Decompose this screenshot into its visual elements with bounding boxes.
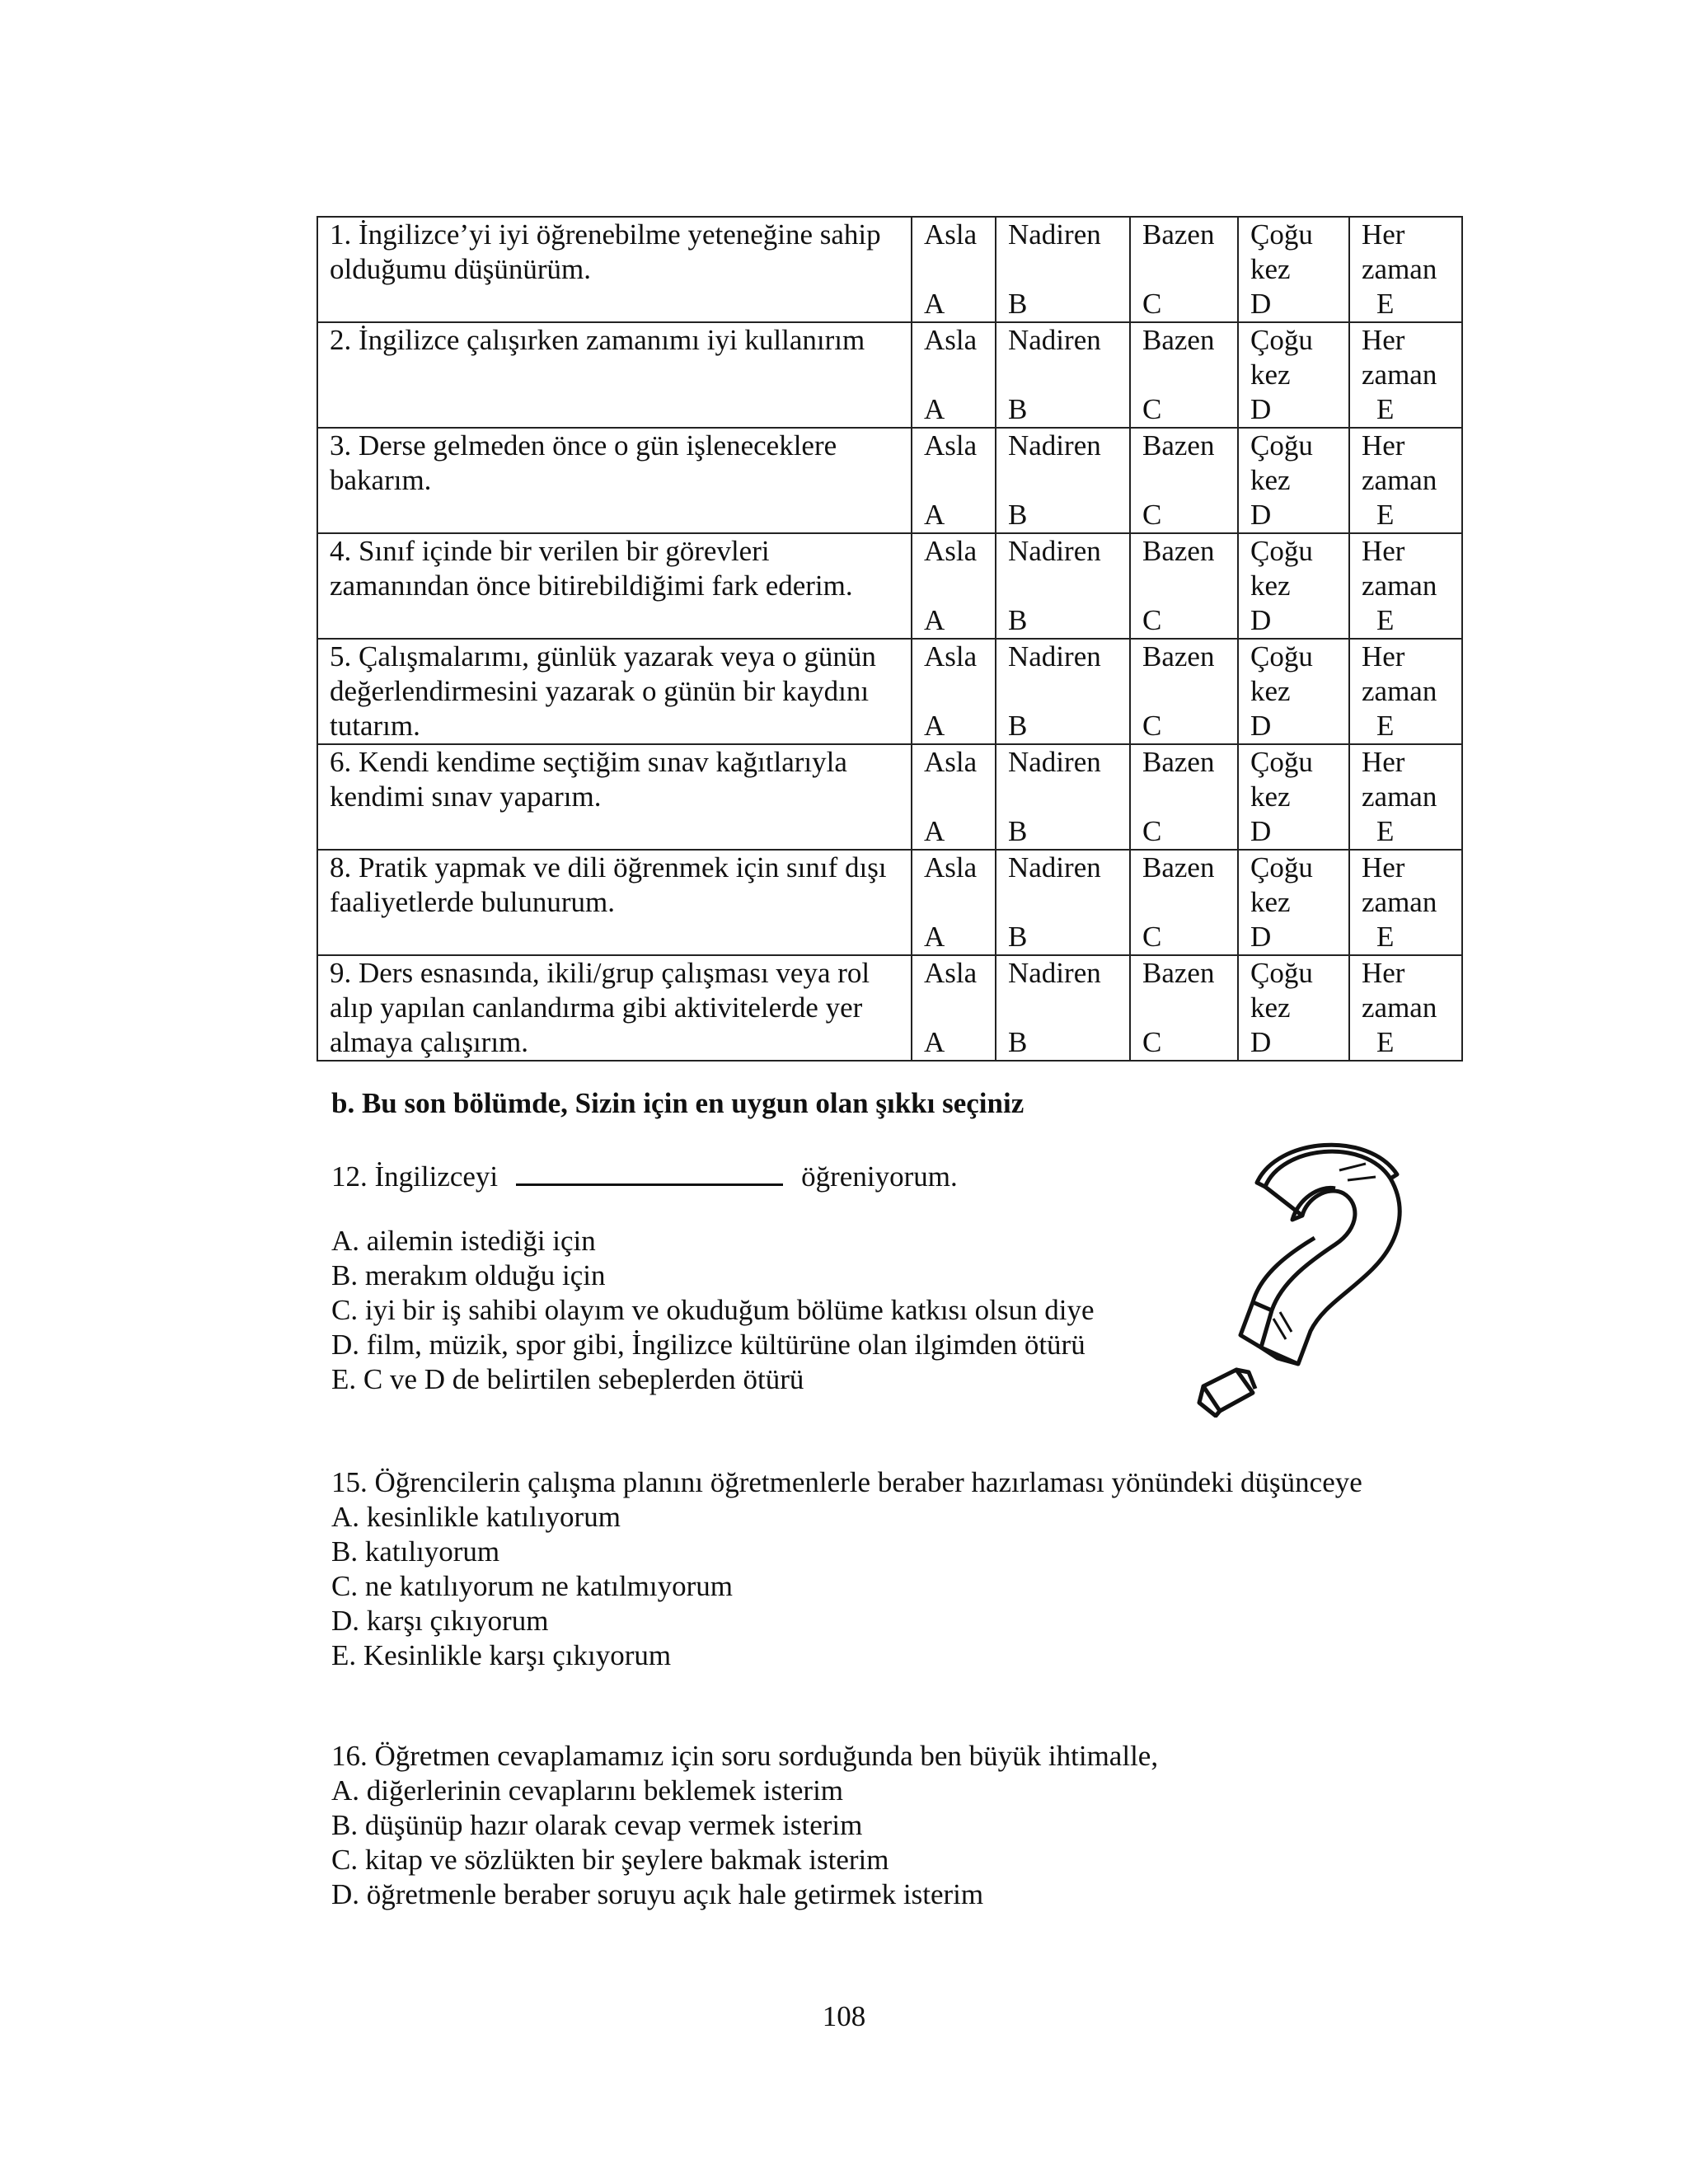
option-cell[interactable] [912, 533, 996, 639]
option-label: Nadiren [1008, 429, 1101, 462]
option-cell[interactable] [1130, 533, 1238, 639]
option-label: Nadiren [1008, 218, 1101, 251]
option-cell[interactable] [912, 217, 996, 322]
option-code: B [1008, 288, 1028, 320]
option-label: Bazen [1142, 324, 1215, 356]
option-code: E [1376, 710, 1395, 742]
option-label: Her zaman [1362, 324, 1437, 391]
option-label: Bazen [1142, 851, 1215, 883]
option-code: A [924, 921, 945, 953]
option-code: D [1250, 499, 1272, 531]
option-code: E [1376, 288, 1395, 320]
option-cell[interactable] [912, 322, 996, 428]
option-cell[interactable] [1349, 639, 1462, 744]
question-15 [331, 1465, 1362, 1673]
option-cell[interactable] [912, 850, 996, 955]
table-row [317, 533, 1462, 639]
option-cell[interactable] [1130, 322, 1238, 428]
question-text: 5. Çalışmalarımı, günlük yazarak veya o günün değerlendirmesini yazarak o günün bir kaydını tutarım. [330, 640, 876, 742]
option-code: B [1008, 815, 1028, 847]
option-label: Her zaman [1362, 429, 1437, 496]
option-label: Bazen [1142, 957, 1215, 989]
question-12-suffix: öğreniyorum. [801, 1160, 958, 1193]
option-cell[interactable] [1238, 850, 1349, 955]
question-cell [317, 850, 912, 955]
option-label: Her zaman [1362, 957, 1437, 1024]
option-cell[interactable] [1349, 850, 1462, 955]
option-code: C [1142, 921, 1162, 953]
option-code: C [1142, 1026, 1162, 1058]
option-label: Çoğu kez [1250, 535, 1313, 602]
question-cell [317, 744, 912, 850]
question-cell [317, 955, 912, 1061]
option-code: B [1008, 393, 1028, 425]
option-cell[interactable] [1349, 217, 1462, 322]
option-code: B [1008, 604, 1028, 636]
question-12-prefix: 12. İngilizceyi [331, 1160, 499, 1193]
option-code: D [1250, 815, 1272, 847]
option-code: D [1250, 921, 1272, 953]
table-row [317, 850, 1462, 955]
option-code: E [1376, 815, 1395, 847]
option-label: Her zaman [1362, 746, 1437, 813]
option-cell[interactable] [1238, 217, 1349, 322]
question-text: 4. Sınıf içinde bir verilen bir görevleri zamanından önce bitirebildiğimi fark ederim. [330, 535, 853, 602]
option-label: Asla [924, 324, 978, 356]
option-label: Bazen [1142, 429, 1215, 462]
question-16 [331, 1739, 1158, 1912]
option-cell[interactable] [1130, 217, 1238, 322]
table-row [317, 744, 1462, 850]
option-b[interactable]: B. düşünüp hazır olarak cevap vermek isterim [331, 1809, 863, 1841]
option-d[interactable]: D. öğretmenle beraber soruyu açık hale getirmek isterim [331, 1878, 984, 1910]
option-code: B [1008, 710, 1028, 742]
option-label: Çoğu kez [1250, 324, 1313, 391]
question-cell [317, 533, 912, 639]
option-code: D [1250, 710, 1272, 742]
option-cell[interactable] [996, 850, 1130, 955]
option-label: Her zaman [1362, 535, 1437, 602]
option-cell[interactable] [1130, 428, 1238, 533]
question-text: 8. Pratik yapmak ve dili öğrenmek için sınıf dışı faaliyetlerde bulunurum. [330, 851, 887, 918]
option-label: Çoğu kez [1250, 746, 1313, 813]
option-code: D [1250, 604, 1272, 636]
option-label: Çoğu kez [1250, 851, 1313, 918]
option-label: Asla [924, 640, 978, 673]
question-cell [317, 428, 912, 533]
table-row [317, 428, 1462, 533]
table-row [317, 322, 1462, 428]
option-e[interactable]: E. C ve D de belirtilen sebeplerden ötürü [331, 1363, 804, 1395]
option-cell[interactable] [912, 428, 996, 533]
question-text: 1. İngilizce’yi iyi öğrenebilme yeteneğine sahip olduğumu düşünürüm. [330, 218, 881, 285]
option-code: A [924, 1026, 945, 1058]
question-mark-icon [1175, 1137, 1414, 1418]
question-cell [317, 322, 912, 428]
question-16-text: 16. Öğretmen cevaplamamız için soru sorduğunda ben büyük ihtimalle, [331, 1740, 1159, 1772]
option-label: Bazen [1142, 218, 1215, 251]
option-label: Bazen [1142, 535, 1215, 567]
option-label: Asla [924, 218, 978, 251]
option-code: E [1376, 393, 1395, 425]
question-cell [317, 217, 912, 322]
option-code: C [1142, 393, 1162, 425]
option-code: D [1250, 393, 1272, 425]
table-row [317, 639, 1462, 744]
option-label: Nadiren [1008, 746, 1101, 778]
option-code: D [1250, 1026, 1272, 1058]
question-text: 9. Ders esnasında, ikili/grup çalışması veya rol alıp yapılan canlandırma gibi aktivitelerde yer almaya çalışırım. [330, 957, 870, 1058]
likert-table [316, 216, 1463, 1062]
option-cell[interactable] [996, 639, 1130, 744]
option-label: Bazen [1142, 640, 1215, 673]
option-cell[interactable] [1238, 428, 1349, 533]
option-code: E [1376, 921, 1395, 953]
option-cell[interactable] [1349, 533, 1462, 639]
option-code: C [1142, 604, 1162, 636]
option-cell[interactable] [912, 955, 996, 1061]
option-label: Nadiren [1008, 957, 1101, 989]
option-label: Asla [924, 957, 978, 989]
option-label: Her zaman [1362, 851, 1437, 918]
question-12-options [331, 1224, 1095, 1397]
page-number: 108 [822, 2000, 866, 2032]
option-label: Bazen [1142, 746, 1215, 778]
question-text: 6. Kendi kendime seçtiğim sınav kağıtlarıyla kendimi sınav yaparım. [330, 746, 847, 813]
option-label: Çoğu kez [1250, 640, 1313, 707]
option-cell[interactable] [912, 744, 996, 850]
option-cell[interactable] [1238, 744, 1349, 850]
option-label: Çoğu kez [1250, 957, 1313, 1024]
option-code: A [924, 393, 945, 425]
option-code: C [1142, 288, 1162, 320]
option-cell[interactable] [1238, 639, 1349, 744]
section-heading: b. Bu son bölümde, Sizin için en uygun olan şıkkı seçiniz [331, 1087, 1025, 1119]
table-row [317, 955, 1462, 1061]
option-cell[interactable] [1130, 639, 1238, 744]
option-d[interactable]: D. karşı çıkıyorum [331, 1605, 549, 1637]
option-label: Nadiren [1008, 535, 1101, 567]
option-label: Çoğu kez [1250, 429, 1313, 496]
option-e[interactable]: E. Kesinlikle karşı çıkıyorum [331, 1639, 672, 1671]
option-label: Her zaman [1362, 218, 1437, 285]
option-d[interactable]: D. film, müzik, spor gibi, İngilizce kültürüne olan ilgimden ötürü [331, 1329, 1085, 1361]
option-code: C [1142, 815, 1162, 847]
question-15-text: 15. Öğrencilerin çalışma planını öğretmenlerle beraber hazırlaması yönündeki düşünceye [331, 1466, 1362, 1498]
option-cell[interactable] [996, 533, 1130, 639]
question-cell [317, 639, 912, 744]
option-cell[interactable] [996, 217, 1130, 322]
option-b[interactable]: B. merakım olduğu için [331, 1259, 606, 1291]
option-a[interactable]: A. kesinlikle katılıyorum [331, 1501, 621, 1533]
option-cell[interactable] [996, 744, 1130, 850]
option-cell[interactable] [1238, 955, 1349, 1061]
option-code: B [1008, 921, 1028, 953]
option-cell[interactable] [1238, 533, 1349, 639]
option-label: Çoğu kez [1250, 218, 1313, 285]
option-label: Nadiren [1008, 640, 1101, 673]
option-cell[interactable] [912, 639, 996, 744]
option-code: E [1376, 499, 1395, 531]
table-row [317, 217, 1462, 322]
option-code: A [924, 499, 945, 531]
option-code: A [924, 815, 945, 847]
option-a[interactable]: A. diğerlerinin cevaplarını beklemek isterim [331, 1774, 844, 1807]
option-label: Asla [924, 429, 978, 462]
option-label: Her zaman [1362, 640, 1437, 707]
option-cell[interactable] [1238, 322, 1349, 428]
option-cell[interactable] [1130, 744, 1238, 850]
option-cell[interactable] [996, 322, 1130, 428]
option-label: Asla [924, 746, 978, 778]
question-text: 3. Derse gelmeden önce o gün işleneceklere bakarım. [330, 429, 837, 496]
option-a[interactable]: A. ailemin istediği için [331, 1225, 596, 1257]
option-c[interactable]: C. kitap ve sözlükten bir şeylere bakmak isterim [331, 1844, 889, 1876]
option-code: C [1142, 710, 1162, 742]
option-cell[interactable] [996, 955, 1130, 1061]
option-label: Asla [924, 851, 978, 883]
option-cell[interactable] [1349, 955, 1462, 1061]
option-cell[interactable] [1130, 955, 1238, 1061]
option-c[interactable]: C. iyi bir iş sahibi olayım ve okuduğum bölüme katkısı olsun diye [331, 1294, 1095, 1326]
option-code: A [924, 604, 945, 636]
option-code: A [924, 288, 945, 320]
option-code: A [924, 710, 945, 742]
option-code: B [1008, 1026, 1028, 1058]
option-label: Nadiren [1008, 324, 1101, 356]
option-code: C [1142, 499, 1162, 531]
option-cell[interactable] [1349, 322, 1462, 428]
option-label: Asla [924, 535, 978, 567]
question-12 [331, 1155, 958, 1194]
option-code: B [1008, 499, 1028, 531]
option-cell[interactable] [1130, 850, 1238, 955]
option-cell[interactable] [1349, 744, 1462, 850]
question-text: 2. İngilizce çalışırken zamanımı iyi kullanırım [330, 324, 865, 356]
option-cell[interactable] [996, 428, 1130, 533]
option-code: E [1376, 1026, 1395, 1058]
option-code: E [1376, 604, 1395, 636]
option-c[interactable]: C. ne katılıyorum ne katılmıyorum [331, 1570, 734, 1602]
option-cell[interactable] [1349, 428, 1462, 533]
option-code: D [1250, 288, 1272, 320]
option-label: Nadiren [1008, 851, 1101, 883]
answer-blank [516, 1155, 783, 1186]
option-b[interactable]: B. katılıyorum [331, 1535, 500, 1568]
